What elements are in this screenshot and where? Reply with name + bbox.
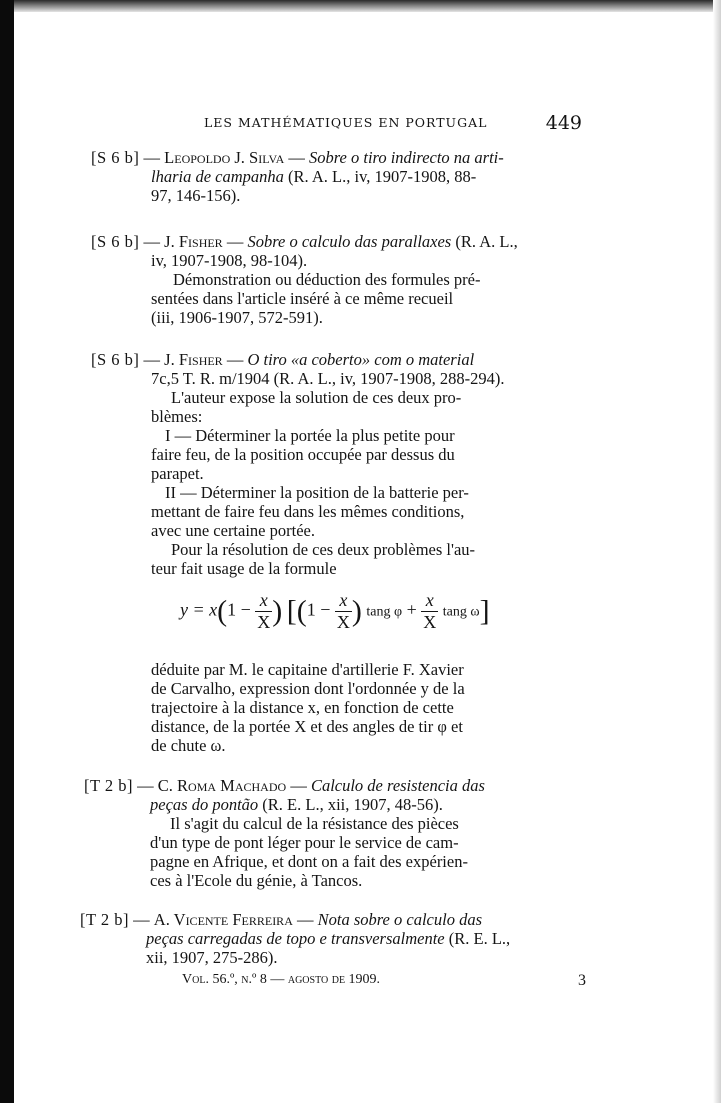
scan-edge-right <box>713 0 721 1103</box>
signature-mark: 3 <box>578 972 586 989</box>
formula-lhs: y = x <box>180 599 218 620</box>
description-line: blèmes: <box>151 407 203 426</box>
description-line: trajectoire à la distance x, en fonction de cette <box>151 698 454 717</box>
description-line: Il s'agit du calcul de la résistance des pièces <box>170 814 459 833</box>
title-line: Calculo de resistencia das <box>310 776 485 795</box>
author: A. Vicente Ferreira <box>153 910 293 929</box>
classification-code: [S 6 b] <box>91 148 140 167</box>
reference: (R. A. L., iv, 1907-1908, 88- <box>283 167 477 186</box>
title-line: lharia de campanha <box>151 167 284 186</box>
bibliography-entry-silva: [S 6 b] — Leopoldo J. Silva — Sobre o tiro indirecto na arti- lharia de campanha (R. A. L., iv, 1907-1908, 88- 97, 146-156). <box>91 148 567 205</box>
description-line: d'un type de pont léger pour le service de cam- <box>150 833 459 852</box>
reference: 7c,5 T. R. m/1904 (R. A. L., iv, 1907-1908, 288-294). <box>151 369 505 388</box>
title-line: Nota sobre o calculo das <box>317 910 482 929</box>
description-line: teur fait usage de la formule <box>151 559 337 578</box>
classification-code: [T 2 b] <box>84 776 134 795</box>
reference: (R. E. L., <box>444 929 511 948</box>
description-line: de Carvalho, expression dont l'ordonnée y de la <box>151 679 465 698</box>
bibliography-entry-fisher-tiro: [S 6 b] — J. Fisher — O tiro «a coberto» com o material 7c,5 T. R. m/1904 (R. A. L., iv, 1907-1908, 288-294). L'auteur expose la solution de ces deux pro- blèmes: I — Déterminer la portée la plus petite pour faire feu, de la position occupée par dessus du parapet. II — Déterminer la position de la batterie per- mettant de faire feu dans les mêmes conditions, avec une certaine portée. Pour la résolution de ces deux problèmes l'au- teur fait usage de la formule <box>91 350 567 578</box>
description-line: II — Déterminer la position de la batterie per- <box>165 483 469 502</box>
description-line: de chute ω. <box>151 736 226 755</box>
formula-explanation <box>91 660 567 755</box>
title: Sobre o calculo das parallaxes <box>247 232 452 251</box>
title-line: peças carregadas de topo e transversalmente <box>146 929 445 948</box>
classification-code: [S 6 b] <box>91 350 140 369</box>
reference: iv, 1907-1908, 98-104). <box>151 251 308 270</box>
description-line: déduite par M. le capitaine d'artillerie F. Xavier <box>151 660 464 679</box>
description-line: (iii, 1906-1907, 572-591). <box>151 308 323 327</box>
description-line: distance, de la portée X et des angles de tir φ et <box>151 717 463 736</box>
bibliography-entry-machado: [T 2 b] — C. Roma Machado — Calculo de resistencia das peças do pontão (R. E. L., xii, 1907, 48-56). Il s'agit du calcul de la résistance des pièces d'un type de pont léger pour le service de cam- pagne en Afrique, et dont on a fait des expérien- ces à l'Ecole du génie, à Tancos. <box>84 776 560 890</box>
description-line: mettant de faire feu dans les mêmes conditions, <box>151 502 465 521</box>
description-line: avec une certaine portée. <box>151 521 315 540</box>
reference: 97, 146-156). <box>151 186 241 205</box>
formula: y = x(1 − $\frac{x}{X}$ ) [(1 − $\frac{x}{X}$ ) tang φ + $\frac{x}{X}$ tang ω] <box>180 590 490 632</box>
author: Leopoldo J. Silva <box>164 148 285 167</box>
description-line: I — Déterminer la portée la plus petite pour <box>165 426 455 445</box>
fraction-x-over-X: $\frac{x}{X}$ <box>423 590 437 632</box>
author: J. Fisher <box>164 232 223 251</box>
description-line: Démonstration ou déduction des formules pré- <box>173 270 481 289</box>
description-line: L'auteur expose la solution de ces deux pro- <box>171 388 462 407</box>
scan-edge-left <box>0 0 14 1103</box>
title-line: peças do pontão <box>150 795 259 814</box>
title-line: Sobre o tiro indirecto na arti- <box>308 148 504 167</box>
fraction-x-over-X: $\frac{x}{X}$ <box>257 590 271 632</box>
reference: (R. E. L., xii, 1907, 48-56). <box>258 795 443 814</box>
reference: xii, 1907, 275-286). <box>146 948 278 967</box>
author: J. Fisher <box>164 350 223 369</box>
bibliography-entry-ferreira: [T 2 b] — A. Vicente Ferreira — Nota sobre o calculo das peças carregadas de topo e transversalmente (R. E. L., xii, 1907, 275-286). <box>80 910 556 967</box>
reference: (R. A. L., <box>451 232 518 251</box>
description-line: ces à l'Ecole du génie, à Tancos. <box>150 871 363 890</box>
description-line: pagne en Afrique, et dont on a fait des expérien- <box>150 852 468 871</box>
description-line: Pour la résolution de ces deux problèmes l'au- <box>171 540 476 559</box>
bibliography-entry-fisher-parallaxes: [S 6 b] — J. Fisher — Sobre o calculo das parallaxes (R. A. L., iv, 1907-1908, 98-104). Démonstration ou déduction des formules pré- sentées dans l'article inséré à ce même recueil (iii, 1906-1907, 572-591). <box>91 232 567 327</box>
title: O tiro «a coberto» com o material <box>247 350 475 369</box>
dash: — <box>139 148 165 167</box>
description-line: faire feu, de la position occupée par dessus du <box>151 445 455 464</box>
description-line: sentées dans l'article inséré à ce même recueil <box>151 289 454 308</box>
journal-page <box>76 0 586 1103</box>
description-line: parapet. <box>151 464 204 483</box>
classification-code: [T 2 b] <box>80 910 130 929</box>
classification-code: [S 6 b] <box>91 232 140 251</box>
running-head: LES MATHÉMATIQUES EN PORTUGAL <box>204 115 488 130</box>
author: C. Roma Machado <box>157 776 287 795</box>
page-number: 449 <box>545 112 582 134</box>
fraction-x-over-X: $\frac{x}{X}$ <box>336 590 350 632</box>
issue-footer: Vol. 56.º, n.º 8 — agosto de 1909. <box>182 972 381 987</box>
